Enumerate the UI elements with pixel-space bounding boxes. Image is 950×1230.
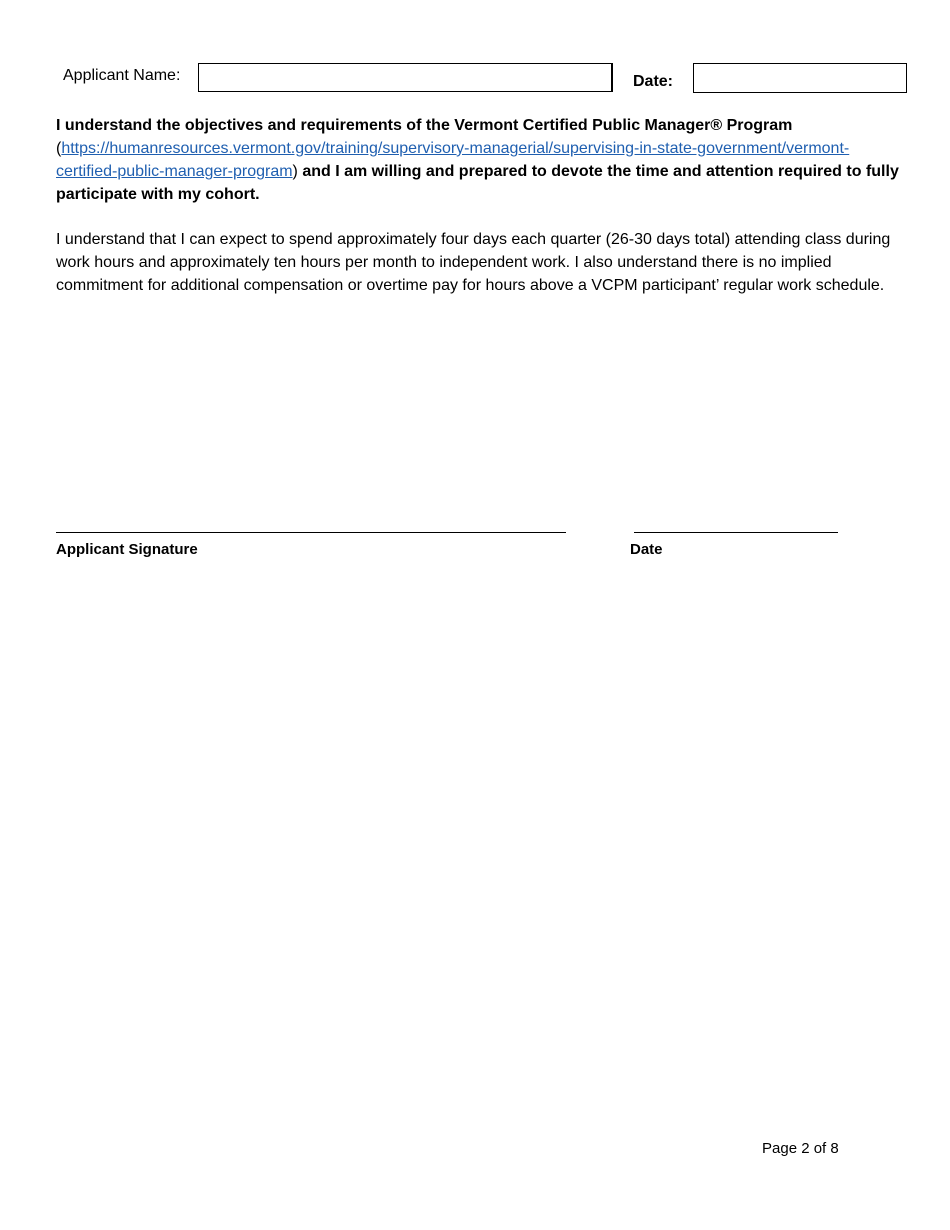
applicant-name-field[interactable]	[198, 63, 613, 92]
close-paren: )	[292, 163, 298, 180]
signature-date-line[interactable]	[634, 532, 838, 533]
open-paren: (	[56, 140, 62, 157]
date-field[interactable]	[693, 63, 907, 93]
commitment-tail: and I am willing and prepared to devote the time and attention required to fully participate with my cohort.	[56, 163, 899, 203]
applicant-name-label: Applicant Name:	[63, 67, 181, 84]
page-number: Page 2 of 8	[762, 1140, 839, 1157]
applicant-signature-line[interactable]	[56, 532, 566, 533]
time-commitment-paragraph: I understand that I can expect to spend approximately four days each quarter (26-30 days total) attending class during work hours and approximately ten hours per month to independent work. I also understand there is no implied commitment for additional compensation or overtime pay for hours above a VCPM participant’ regular work schedule.	[56, 231, 891, 294]
date-label: Date:	[633, 73, 674, 90]
signature-date-label: Date	[630, 541, 663, 558]
applicant-signature-label: Applicant Signature	[56, 541, 198, 558]
commitment-lead: I understand the objectives and requirements of the Vermont Certified Public Manager® Program	[56, 117, 793, 134]
program-link[interactable]: https://humanresources.vermont.gov/training/supervisory-managerial/supervising-in-state-government/vermont-certified-public-manager-program	[56, 140, 850, 180]
commitment-statement	[56, 114, 906, 206]
